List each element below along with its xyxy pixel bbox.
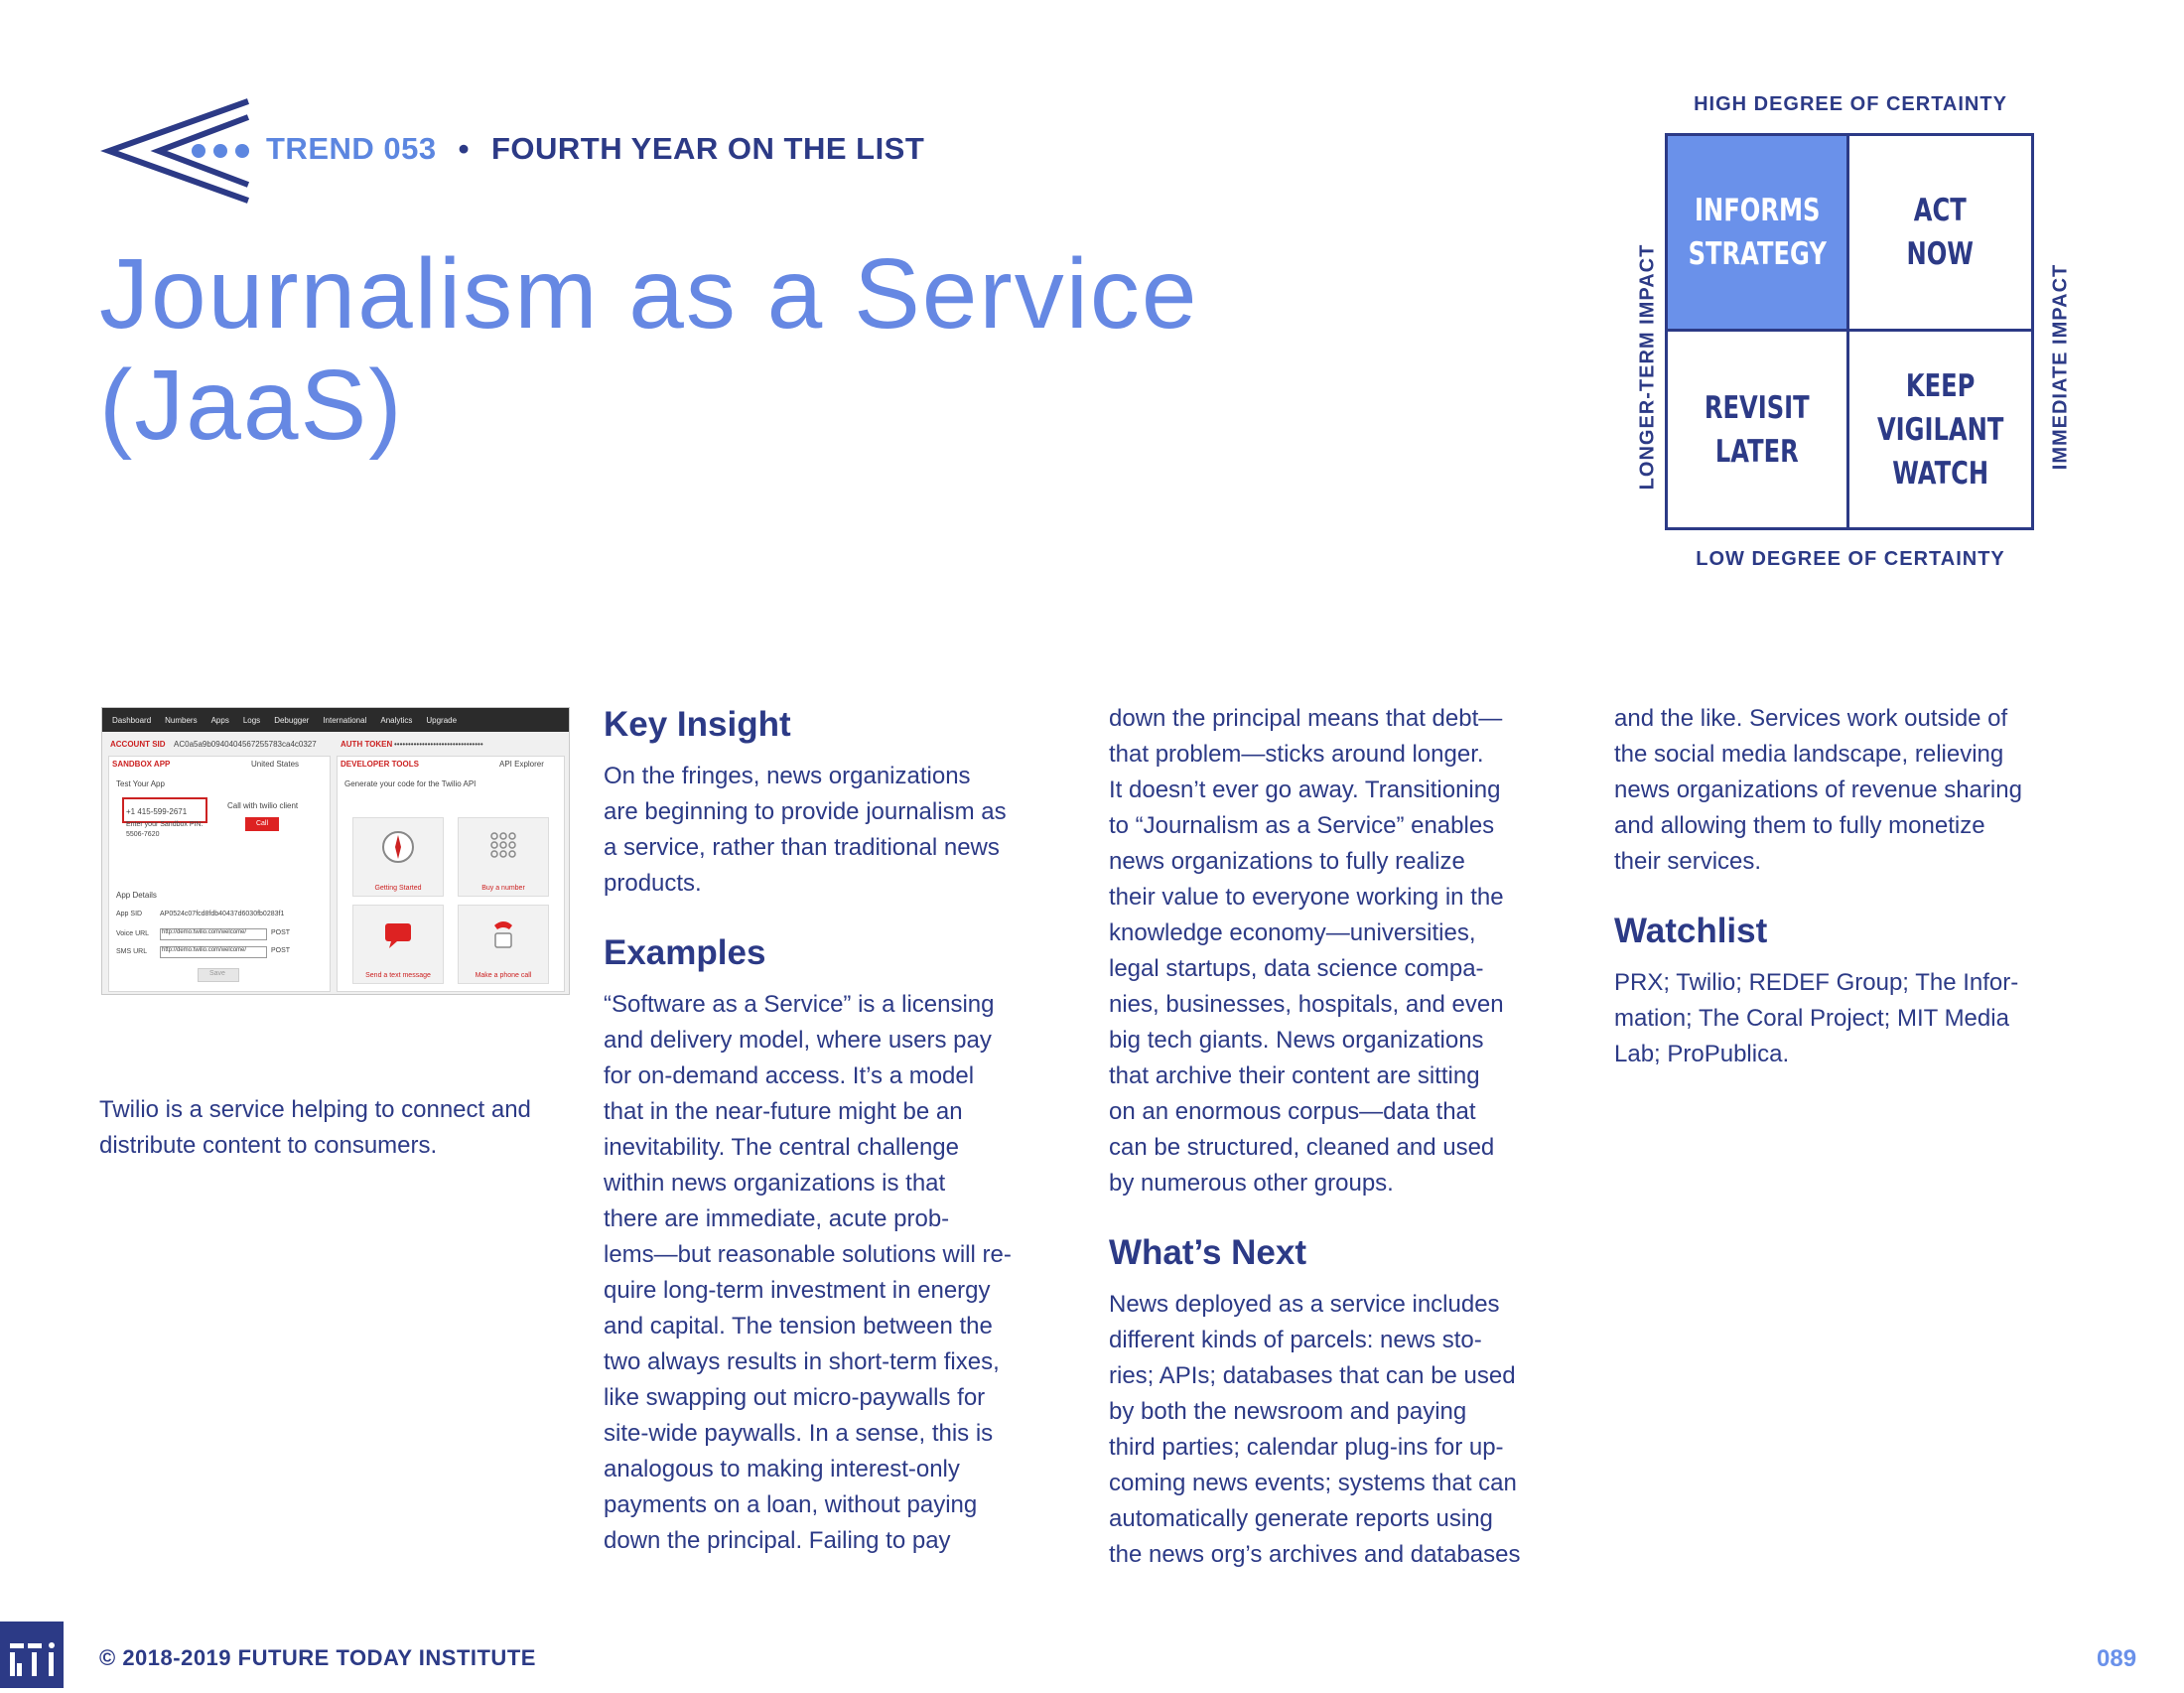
examples-text: “Software as a Service” is a licensing and delivery model, where users pay for on-demand access. It’s a model that in the near-future might be an inevitability. The central challenge within news organizations is that there are immediate, acute prob- lems—but reasonable solutions will re- quire long-term investment in energy and capital. The tension between the two always results in short-term fixes, like swapping out micro-paywalls for site-wide paywalls. In a sense, this is analogous to making interest-only payments on a loan, without paying down the principal. Failing to pay	[604, 991, 1012, 1554]
compass-icon	[381, 830, 415, 864]
screenshot-save-label: Save	[209, 970, 225, 977]
page-title	[99, 238, 1199, 461]
screenshot-nav-item: International	[323, 715, 367, 725]
matrix-bottom-label: LOW DEGREE OF CERTAINTY	[1696, 548, 2005, 570]
screenshot-nav-item: Apps	[210, 715, 229, 725]
page-title-line2: (JaaS)	[99, 350, 404, 461]
screenshot-api-explorer: API Explorer	[499, 760, 544, 769]
matrix-right-label: IMMEDIATE IMPACT	[2049, 263, 2072, 471]
screenshot-nav-item: Analytics	[380, 715, 413, 725]
screenshot-voice-url-label: Voice URL	[116, 930, 150, 937]
whats-next-text-continued: and the like. Services work outside of the social media landscape, relieving news organizations of revenue sharing and allowing them to fully monetize their services.	[1614, 705, 2022, 875]
screenshot-tile-caption: Getting Started	[374, 885, 422, 892]
screenshot-country: United States	[251, 760, 300, 769]
certainty-matrix	[1665, 133, 2034, 530]
phone-icon	[486, 917, 520, 951]
trend-arrow-logo-icon	[99, 95, 268, 207]
screenshot-tile-caption: Buy a number	[481, 885, 525, 892]
screenshot-pin-label: Enter your Sandbox PIN:	[126, 821, 204, 828]
screenshot-voice-method: POST	[271, 929, 291, 936]
twilio-screenshot	[101, 707, 570, 995]
trend-label	[266, 131, 924, 167]
screenshot-tile-caption: Make a phone call	[475, 972, 532, 979]
screenshot-tile-caption: Send a text message	[365, 972, 431, 979]
keypad-icon	[486, 830, 520, 864]
screenshot-auth-token-label: AUTH TOKEN	[341, 740, 393, 749]
screenshot-sandbox-label: SANDBOX APP	[112, 760, 171, 769]
watchlist-text: PRX; Twilio; REDEF Group; The Infor- mation; The Coral Project; MIT Media Lab; ProPublica.	[1614, 969, 2019, 1067]
screenshot-app-sid: AP0524c07fcd8fdb40437d6030fb0283f1	[160, 911, 285, 917]
watchlist-heading: Watchlist	[1614, 912, 1768, 950]
matrix-cell-revisit-later: REVISIT LATER	[1668, 332, 1849, 527]
screenshot-voice-url: http://demo.twilio.com/welcome/	[162, 929, 247, 935]
screenshot-app-sid-label: App SID	[116, 911, 143, 917]
screenshot-sms-method: POST	[271, 947, 291, 954]
trend-number: TREND 053	[266, 131, 437, 166]
screenshot-generate-label: Generate your code for the Twilio API	[344, 779, 477, 788]
matrix-top-label: HIGH DEGREE OF CERTAINTY	[1694, 93, 2007, 115]
screenshot-tile-send-text	[352, 905, 444, 984]
screenshot-account-sid-label: ACCOUNT SID	[110, 740, 166, 749]
screenshot-tile-buy-number	[458, 817, 549, 897]
column-2	[1109, 701, 1595, 1573]
screenshot-nav-item: Logs	[242, 715, 261, 725]
screenshot-dev-tools-label: DEVELOPER TOOLS	[341, 760, 419, 769]
screenshot-tile-make-call	[458, 905, 549, 984]
screenshot-tile-getting-started	[352, 817, 444, 897]
examples-heading: Examples	[604, 933, 766, 972]
screenshot-pin: 5506-7620	[126, 831, 160, 838]
chat-bubble-icon	[381, 917, 415, 951]
fti-mark-icon	[0, 1622, 64, 1688]
image-caption: Twilio is a service helping to connect and distribute content to consumers.	[99, 1096, 531, 1159]
screenshot-auth-token: ••••••••••••••••••••••••••••••••	[394, 740, 483, 749]
matrix-left-label: LONGER-TERM IMPACT	[1636, 243, 1659, 491]
screenshot-account-sid: AC0a5a9b0940404567255783ca4c0327	[174, 740, 317, 749]
screenshot-nav	[102, 708, 569, 732]
column-1	[604, 703, 1085, 1559]
key-insight-heading: Key Insight	[604, 705, 791, 744]
key-insight-text: On the fringes, news organizations are beginning to provide journalism as a service, rather than traditional news products.	[604, 763, 1007, 897]
fti-logo-icon	[0, 1622, 64, 1688]
whats-next-text: News deployed as a service includes different kinds of parcels: news sto- ries; APIs; databases that can be used by both the newsroom and paying third parties; calendar plug-ins for up- coming news events; systems that can automatically generate reports using the news org’s archives and databases	[1109, 1291, 1521, 1568]
examples-text-continued: down the principal means that debt— that problem—sticks around longer. It doesn’t ever go away. Transitioning to “Journalism as a Service” enables news organizations to fully realize their value to everyone working in the knowledge economy—universities, legal startups, data science compa- nies, businesses, hospitals, and even big tech giants. News organizations that archive their content are sitting on an enormous corpus—data that can be structured, cleaned and used by numerous other groups.	[1109, 705, 1504, 1197]
screenshot-sms-url-label: SMS URL	[116, 948, 148, 955]
footer-copyright: © 2018-2019 FUTURE TODAY INSTITUTE	[99, 1645, 536, 1670]
page-number: 089	[2097, 1645, 2137, 1672]
matrix-cell-keep-vigilant-watch: KEEP VIGILANT WATCH	[1876, 367, 2004, 492]
screenshot-call-client: Call with twilio client	[227, 801, 299, 810]
matrix-cell-act-now: ACT NOW	[1849, 136, 2031, 332]
screenshot-nav-item: Debugger	[274, 715, 310, 725]
trend-year-label: FOURTH YEAR ON THE LIST	[490, 131, 925, 166]
whats-next-heading: What’s Next	[1109, 1233, 1307, 1272]
screenshot-call-button: Call	[245, 817, 279, 831]
screenshot-nav-item: Dashboard	[112, 715, 152, 725]
matrix-cell-informs-strategy: INFORMS STRATEGY	[1668, 136, 1849, 332]
page-title-line1: Journalism as a Service	[99, 238, 1199, 350]
screenshot-test-app: Test Your App	[116, 779, 165, 788]
trend-separator: •	[458, 131, 470, 166]
screenshot-sms-url: http://demo.twilio.com/welcome/	[162, 947, 247, 953]
screenshot-app-details: App Details	[116, 891, 157, 900]
screenshot-nav-item: Upgrade	[426, 715, 458, 725]
screenshot-nav-item: Numbers	[165, 715, 198, 725]
column-3	[1614, 701, 2091, 1072]
screenshot-phone-number: +1 415-599-2671	[126, 807, 188, 816]
